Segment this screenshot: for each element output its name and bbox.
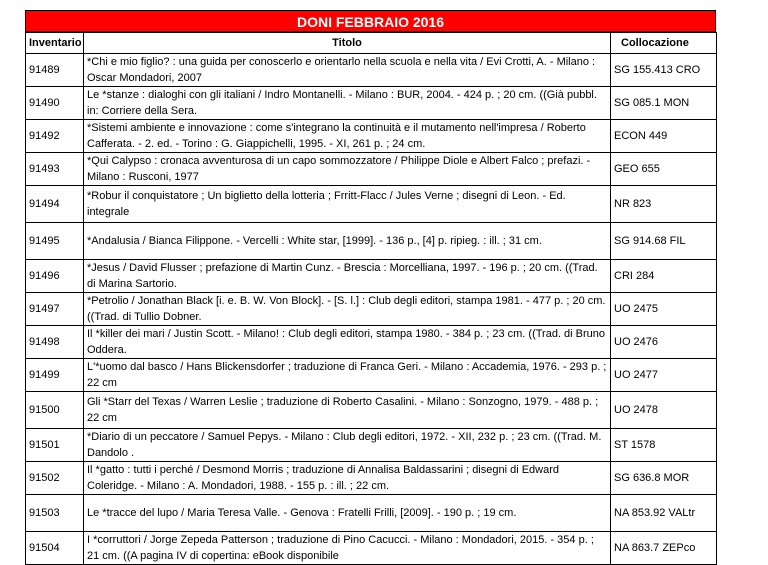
inventory-cell: 91497: [26, 293, 84, 326]
title-cell: Il *killer dei mari / Justin Scott. - Milano! : Club degli editori, stampa 1980. - 384 p. ; 23 cm. ((Trad. di Bruno Oddera.: [84, 326, 611, 359]
title-cell: L'*uomo dal basco / Hans Blickensdorfer ; traduzione di Franca Geri. - Milano : Accademia, 1976. - 293 p. ; 22 cm: [84, 359, 611, 392]
inventory-cell: 91501: [26, 429, 84, 462]
table-row: [26, 223, 717, 260]
inventory-cell: 91489: [26, 54, 84, 87]
title-cell: *Jesus / David Flusser ; prefazione di Martin Cunz. - Brescia : Morcelliana, 1997. - 196 p. ; 20 cm. ((Trad. di Marina Sartorio.: [84, 260, 611, 293]
title-cell: Le *stanze : dialoghi con gli italiani / Indro Montanelli. - Milano : BUR, 2004. - 424 p. ; 20 cm. ((Già pubbl. in: Corriere della Sera.: [84, 87, 611, 120]
table-row: [26, 392, 717, 429]
table-row: [26, 186, 717, 223]
table-row: [26, 87, 717, 120]
inventory-cell: 91496: [26, 260, 84, 293]
donations-table: [25, 32, 717, 565]
location-cell: SG 085.1 MON: [611, 87, 717, 120]
location-cell: GEO 655: [611, 153, 717, 186]
location-cell: ECON 449: [611, 120, 717, 153]
title-cell: Le *tracce del lupo / Maria Teresa Valle. - Genova : Fratelli Frilli, [2009]. - 190 p. ; 19 cm.: [84, 495, 611, 532]
inventory-cell: 91490: [26, 87, 84, 120]
inventory-cell: 91495: [26, 223, 84, 260]
title-cell: *Diario di un peccatore / Samuel Pepys. - Milano : Club degli editori, 1972. - XII, 232 p. ; 23 cm. ((Trad. M. Dandolo .: [84, 429, 611, 462]
location-cell: SG 155.413 CRO: [611, 54, 717, 87]
table-row: [26, 153, 717, 186]
location-cell: NA 863.7 ZEPco: [611, 532, 717, 565]
location-cell: UO 2475: [611, 293, 717, 326]
title-cell: *Chi e mio figlio? : una guida per conoscerlo e orientarlo nella scuola e nella vita / Evi Crotti, A. - Milano : Oscar Mondadori, 2007: [84, 54, 611, 87]
table-row: [26, 532, 717, 565]
inventory-cell: 91498: [26, 326, 84, 359]
location-cell: NR 823: [611, 186, 717, 223]
table-row: [26, 462, 717, 495]
column-header-titolo: Titolo: [84, 33, 611, 54]
inventory-cell: 91504: [26, 532, 84, 565]
donations-sheet: [25, 10, 716, 565]
inventory-cell: 91492: [26, 120, 84, 153]
title-cell: *Petrolio / Jonathan Black [i. e. B. W. Von Block]. - [S. l.] : Club degli editori, stampa 1981. - 477 p. ; 20 cm. ((Trad. di Tullio Dobner.: [84, 293, 611, 326]
location-cell: UO 2478: [611, 392, 717, 429]
title-cell: I *corruttori / Jorge Zepeda Patterson ; traduzione di Pino Cacucci. - Milano : Mondadori, 2015. - 354 p. ; 21 cm. ((A pagina IV di copertina: eBook disponibile: [84, 532, 611, 565]
title-cell: Gli *Starr del Texas / Warren Leslie ; traduzione di Roberto Casalini. - Milano : Sonzogno, 1979. - 488 p. ; 22 cm: [84, 392, 611, 429]
title-cell: *Andalusia / Bianca Filippone. - Vercelli : White star, [1999]. - 136 p., [4] p. ripieg. : ill. ; 31 cm.: [84, 223, 611, 260]
title-cell: Il *gatto : tutti i perché / Desmond Morris ; traduzione di Annalisa Baldassarini ; disegni di Edward Coleridge. - Milano : A. Mondadori, 1988. - 155 p. : ill. ; 22 cm.: [84, 462, 611, 495]
column-header-inventario: Inventario: [26, 33, 84, 54]
table-row: [26, 429, 717, 462]
inventory-cell: 91503: [26, 495, 84, 532]
table-header-row: [26, 33, 717, 54]
title-cell: *Sistemi ambiente e innovazione : come s'integrano la continuità e il mutamento nell'impresa / Roberto Cafferata. - 2. ed. - Torino : G. Giappichelli, 1995. - XI, 261 p. ; 24 cm.: [84, 120, 611, 153]
title-cell: *Robur il conquistatore ; Un biglietto della lotteria ; Frritt-Flacc / Jules Verne ; disegni di Leon. - Ed. integrale: [84, 186, 611, 223]
column-header-collocazione: Collocazione: [611, 33, 717, 54]
table-row: [26, 54, 717, 87]
location-cell: SG 636.8 MOR: [611, 462, 717, 495]
table-row: [26, 326, 717, 359]
location-cell: CRI 284: [611, 260, 717, 293]
table-row: [26, 260, 717, 293]
inventory-cell: 91502: [26, 462, 84, 495]
location-cell: NA 853.92 VALtr: [611, 495, 717, 532]
location-cell: UO 2477: [611, 359, 717, 392]
table-row: [26, 120, 717, 153]
location-cell: ST 1578: [611, 429, 717, 462]
inventory-cell: 91494: [26, 186, 84, 223]
table-row: [26, 293, 717, 326]
location-cell: SG 914.68 FIL: [611, 223, 717, 260]
inventory-cell: 91499: [26, 359, 84, 392]
location-cell: UO 2476: [611, 326, 717, 359]
inventory-cell: 91493: [26, 153, 84, 186]
title-cell: *Qui Calypso : cronaca avventurosa di un capo sommozzatore / Philippe Diole e Albert Falco ; prefazi. - Milano : Rusconi, 1977: [84, 153, 611, 186]
sheet-title: DONI FEBBRAIO 2016: [25, 10, 716, 32]
table-row: [26, 359, 717, 392]
inventory-cell: 91500: [26, 392, 84, 429]
table-row: [26, 495, 717, 532]
